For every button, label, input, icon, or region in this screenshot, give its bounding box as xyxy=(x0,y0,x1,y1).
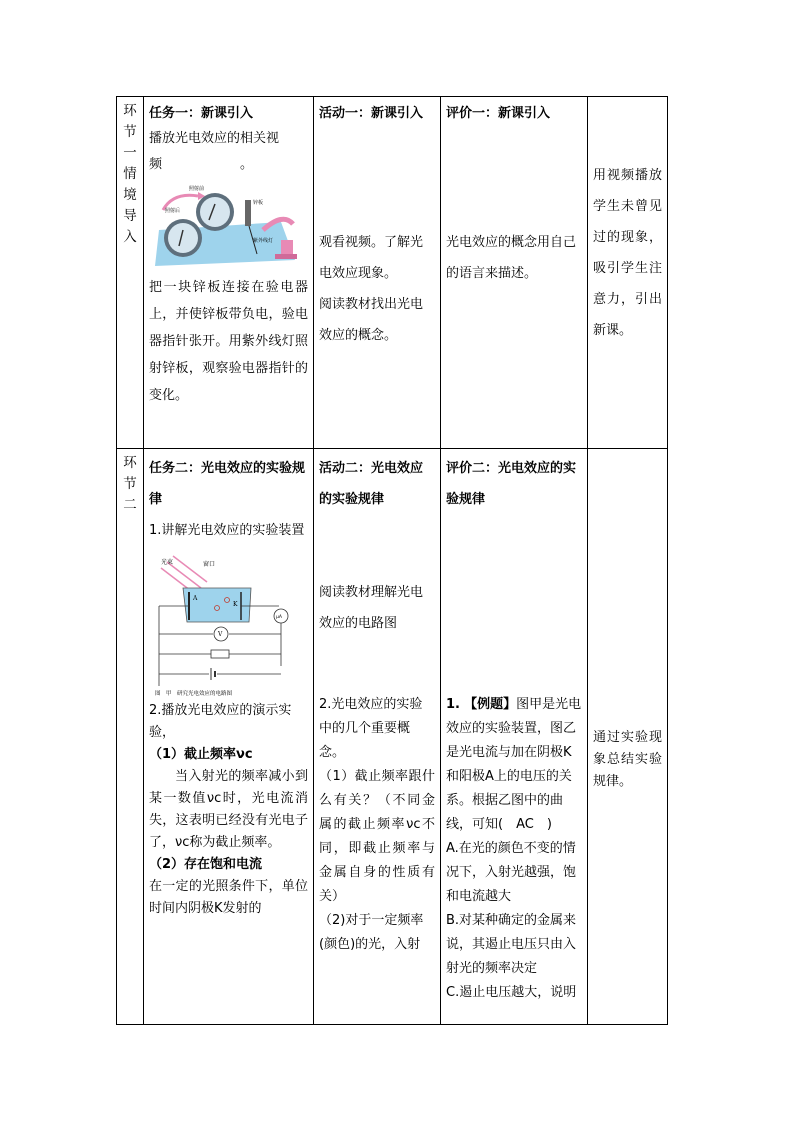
evaluation-text: 光电效应的概念用自己的语言来描述。 xyxy=(446,235,577,281)
evaluation-heading: 评价一：新课引入 xyxy=(446,106,551,121)
example-tag: 【例题】 xyxy=(464,697,517,712)
figure-label: μA xyxy=(276,615,282,620)
subsection-text: 在一定的光照条件下，单位时间内阴极K发射的 xyxy=(149,879,308,916)
section-label: 环节一情境导入 xyxy=(123,103,137,245)
circuit-diagram-figure xyxy=(153,548,293,698)
task-item: 2.播放光电效应的演示实验， xyxy=(149,703,292,740)
task-cell xyxy=(144,97,314,449)
activity-heading: 活动二：光电效应的实验规律 xyxy=(319,461,424,507)
intent-text: 用视频播放学生未曾见过的现象，吸引学生注意力，引出新课。 xyxy=(593,168,662,338)
intent-cell xyxy=(588,449,668,1025)
figure-label: V xyxy=(218,631,223,638)
evaluation-heading: 评价二：光电效应的实验规律 xyxy=(446,461,577,507)
photoelectric-demo-figure xyxy=(153,182,301,268)
figure-label: 锌板 xyxy=(253,200,264,206)
task-heading: 任务一：新课引入 xyxy=(149,106,254,121)
activity-text: （2)对于一定频率(颜色)的光，入射 xyxy=(319,913,424,952)
evaluation-cell xyxy=(441,97,588,449)
section-cell xyxy=(117,449,144,1025)
activity-text: 阅读教材找出光电效应的概念。 xyxy=(319,297,424,343)
subsection-text: 当入射光的频率减小到某一数值νc时，光电流消失，这表明已经没有光电子了，νc称为截止频率。 xyxy=(149,769,308,850)
section-label: 环节二 xyxy=(123,455,137,513)
evaluation-cell xyxy=(441,449,588,1025)
option-text: B.对某种确定的金属来说，其遏止电压只由入射光的频率决定 xyxy=(446,913,577,976)
activity-text: 阅读教材理解光电效应的电路图 xyxy=(319,585,424,631)
intent-cell xyxy=(588,97,668,449)
figure-label: 照射前 xyxy=(189,186,205,192)
figure-label: 紫外线灯 xyxy=(253,238,274,244)
option-text: A.在光的颜色不变的情况下，入射光越强，饱和电流越大 xyxy=(446,841,577,904)
activity-cell xyxy=(314,449,441,1025)
figure-label: 照射后 xyxy=(165,208,181,214)
activity-text: 2.光电效应的实验中的几个重要概念。 xyxy=(319,697,423,760)
subsection-heading: （1）截止频率νc xyxy=(149,747,253,762)
task-text: 把一块锌板连接在验电器上，并使锌板带负电，验电器指针张开。用紫外线灯照射锌板，观察验电器指针的变化。 xyxy=(149,280,308,403)
activity-text: 观看视频。了解光电效应现象。 xyxy=(319,235,424,281)
activity-text: （1）截止频率跟什么有关？（不同金属的截止频率νc不同，即截止频率与金属自身的性质有关） xyxy=(319,769,435,904)
task-cell xyxy=(144,449,314,1025)
figure-label: A xyxy=(193,595,198,602)
lesson-plan-table xyxy=(116,96,668,1025)
activity-cell xyxy=(314,97,441,449)
intent-text: 通过实验现象总结实验规律。 xyxy=(593,730,662,789)
figure-label: K xyxy=(233,601,238,608)
task-heading: 任务二：光电效应的实验规律 xyxy=(149,461,306,507)
activity-heading: 活动一：新课引入 xyxy=(319,106,424,121)
task-text: 播放光电效应的相关视频 。 xyxy=(149,131,280,172)
table-row xyxy=(117,449,668,1025)
example-question xyxy=(446,693,582,837)
figure-label: 光束 xyxy=(161,559,174,566)
option-text: C.遏止电压越大，说明 xyxy=(446,985,577,1000)
task-item: 1.讲解光电效应的实验装置 xyxy=(149,523,305,538)
subsection-heading: （2）存在饱和电流 xyxy=(149,857,263,872)
figure-caption: 图 甲 研究光电效应的电路图 xyxy=(155,691,233,697)
example-text: 图甲是光电效应的实验装置，图乙是光电流与加在阴极K和阳极A上的电压的关系。根据乙图中的曲线，可知( AC ) xyxy=(446,697,582,832)
figure-label: 窗口 xyxy=(203,561,216,568)
table-row xyxy=(117,97,668,449)
section-cell xyxy=(117,97,144,449)
example-number: 1. xyxy=(446,697,460,712)
